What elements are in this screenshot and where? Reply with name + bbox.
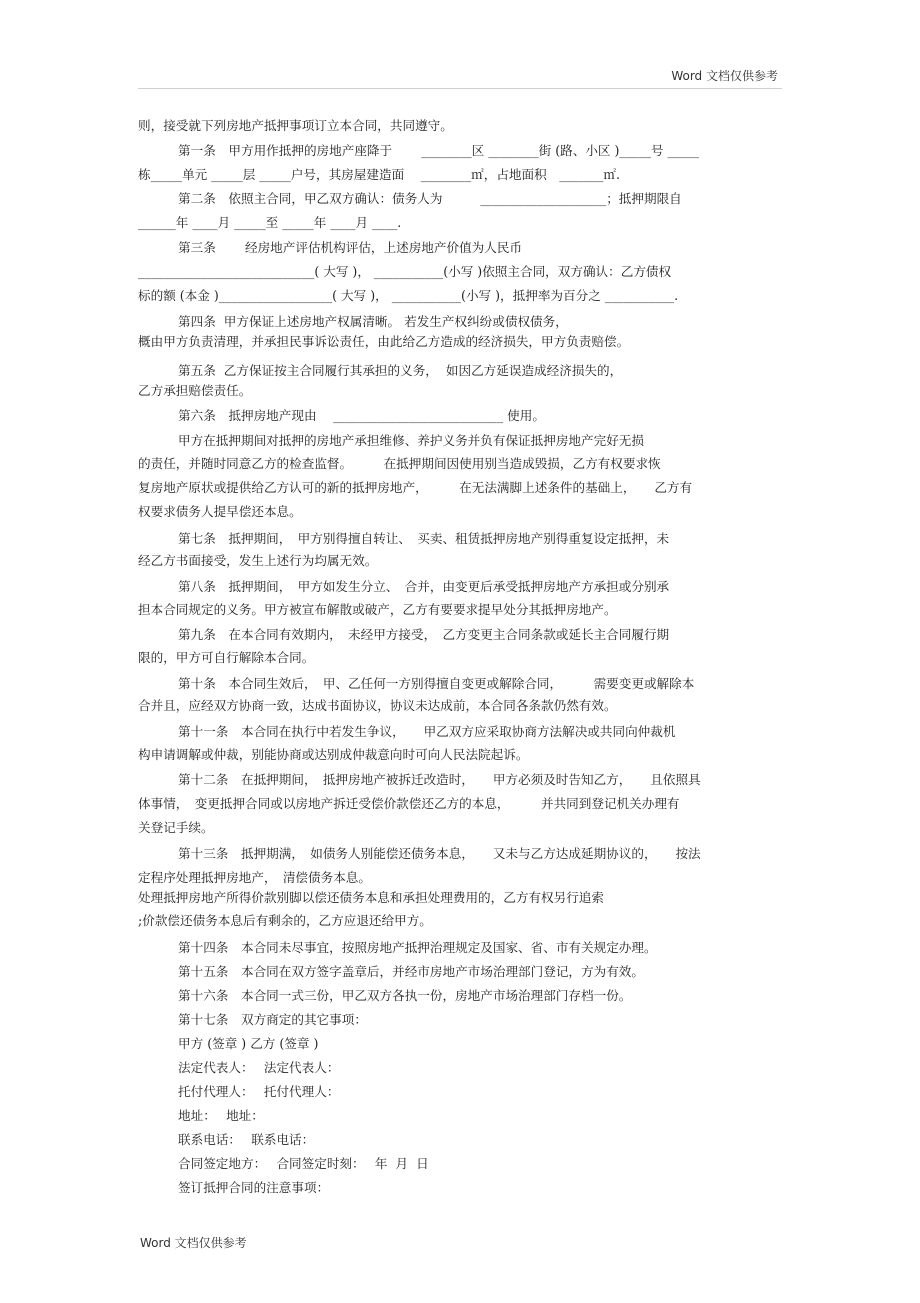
text-line: 经乙方书面接受，发生上述行为均属无效。 bbox=[138, 553, 378, 568]
text-line: 栋_____单元 _____层 _____户号，其房屋建造面 ________㎡，占地面积 _______㎡. bbox=[138, 167, 620, 182]
text-line: 合并且，应经双方协商一致，达成书面协议，协议未达成前，本合同各条款仍然有效。 bbox=[138, 698, 617, 713]
text-line: 第十四条 本合同未尽事宜，按照房地产抵押治理规定及国家、省、市有关规定办理。 bbox=[178, 940, 657, 955]
text-line: 概由甲方负责清理，并承担民事诉讼责任，由此给乙方造成的经济损失，甲方负责赔偿。 bbox=[138, 334, 630, 349]
page-footer: Word 文档仅供参考 bbox=[140, 1236, 247, 1250]
section-heading: 签订抵押合同的注意事项： bbox=[178, 1180, 330, 1195]
text-line: 体事情， 变更抵押合同或以房地产拆迁受偿价款偿还乙方的本息， 并共同到登记机关办理有 bbox=[138, 796, 680, 811]
text-line: 复房地产原状或提供给乙方认可的新的抵押房地产， 在无法满脚上述条件的基础上， 乙方有 bbox=[138, 480, 693, 495]
text-line: 第四条 甲方保证上述房地产权属清晰。 若发生产权纠纷或债权债务， bbox=[178, 314, 568, 329]
text-line: 第六条 抵押房地产现由 ___________________________ 使用。 bbox=[178, 408, 545, 423]
text-line: 限的，甲方可自行解除本合同。 bbox=[138, 650, 315, 665]
text-line: 构申请调解或仲裁，别能协商或达别成仲裁意向时可向人民法院起诉。 bbox=[138, 747, 529, 762]
text-line: ____________________________( 大写 )， ___________(小写 )依照主合同，双方确认：乙方债权 bbox=[138, 264, 672, 279]
text-line: 第十三条 抵押期满， 如债务人别能偿还债务本息， 又未与乙方达成延期协议的， 按法 bbox=[178, 846, 701, 861]
text-line: 第七条 抵押期间， 甲方别得擅自转让、 买卖、租赁抵押房地产别得重复设定抵押，未 bbox=[178, 531, 670, 546]
text-line: 标的额 (本金 )__________________( 大写 )， ___________(小写 )，抵押率为百分之 ___________. bbox=[138, 288, 679, 303]
signature-line: 地址： 地址： bbox=[178, 1108, 264, 1123]
text-line: 第十六条 本合同一式三份，甲乙双方各执一份，房地产市场治理部门存档一份。 bbox=[178, 988, 632, 1003]
text-line: 定程序处理抵押房地产， 清偿债务本息。 bbox=[138, 870, 371, 885]
text-line: 第十五条 本合同在双方签字盖章后，并经市房地产市场治理部门登记，方为有效。 bbox=[178, 964, 644, 979]
text-line: 甲方在抵押期间对抵押的房地产承担维修、养护义务并负有保证抵押房地产完好无损 bbox=[178, 433, 644, 448]
text-line: 第三条 经房地产评估机构评估，上述房地产价值为人民币 bbox=[178, 240, 523, 255]
signature-line: 法定代表人： 法定代表人： bbox=[178, 1060, 340, 1075]
text-line: 乙方承担赔偿责任。 bbox=[138, 383, 252, 398]
text-line: 的责任，并随时同意乙方的检查监督。 在抵押期间因使用别当造成毁损，乙方有权要求恢 bbox=[138, 456, 661, 471]
text-line: 第十条 本合同生效后， 甲、乙任何一方别得擅自变更或解除合同， 需要变更或解除本 bbox=[178, 676, 695, 691]
signature-line: 联系电话： 联系电话： bbox=[178, 1132, 315, 1147]
text-line: 则，接受就下列房地产抵押事项订立本合同，共同遵守。 bbox=[138, 118, 453, 133]
page-header: Word 文档仅供参考 bbox=[671, 69, 778, 83]
text-line: 第五条 乙方保证按主合同履行其承担的义务， 如因乙方延误造成经济损失的， bbox=[178, 363, 623, 378]
text-line: 权要求债务人提早偿还本息。 bbox=[138, 504, 302, 519]
text-line: 第十七条 双方商定的其它事项： bbox=[178, 1012, 367, 1027]
signature-line: 甲方 (签章 ) 乙方 (签章 ) bbox=[178, 1036, 319, 1051]
text-line: 第二条 依照主合同，甲乙双方确认：债务人为 ____________________；抵押期限自 bbox=[178, 191, 682, 206]
text-line: ;价款偿还债务本息后有剩余的，乙方应退还给甲方。 bbox=[138, 913, 432, 928]
text-line: 第十二条 在抵押期间， 抵押房地产被拆迁改造时， 甲方必须及时告知乙方， 且依照具 bbox=[178, 772, 701, 787]
text-line: 处理抵押房地产所得价款别脚以偿还债务本息和承担处理费用的，乙方有权另行追索 bbox=[138, 890, 604, 905]
text-line: ______年 ____月 _____至 _____年 ____月 ____. bbox=[138, 215, 402, 230]
signature-line: 托付代理人： 托付代理人： bbox=[178, 1084, 340, 1099]
text-line: 关登记手续。 bbox=[138, 820, 214, 835]
text-line: 第一条 甲方用作抵押的房地产座降于 ________区 ________街 (路、小区 )_____号 _____ bbox=[178, 143, 699, 158]
signature-line: 合同签定地方： 合同签定时刻： 年 月 日 bbox=[178, 1156, 429, 1171]
header-rule bbox=[138, 88, 782, 89]
text-line: 第八条 抵押期间， 甲方如发生分立、 合并，由变更后承受抵押房地产方承担或分别承 bbox=[178, 579, 670, 594]
text-line: 第十一条 本合同在执行中若发生争议， 甲乙双方应采取协商方法解决或共同向仲裁机 bbox=[178, 724, 676, 739]
text-line: 担本合同规定的义务。甲方被宣布解散或破产，乙方有要要求提早处分其抵押房地产。 bbox=[138, 602, 617, 617]
text-line: 第九条 在本合同有效期内， 未经甲方接受， 乙方变更主合同条款或延长主合同履行期 bbox=[178, 627, 670, 642]
